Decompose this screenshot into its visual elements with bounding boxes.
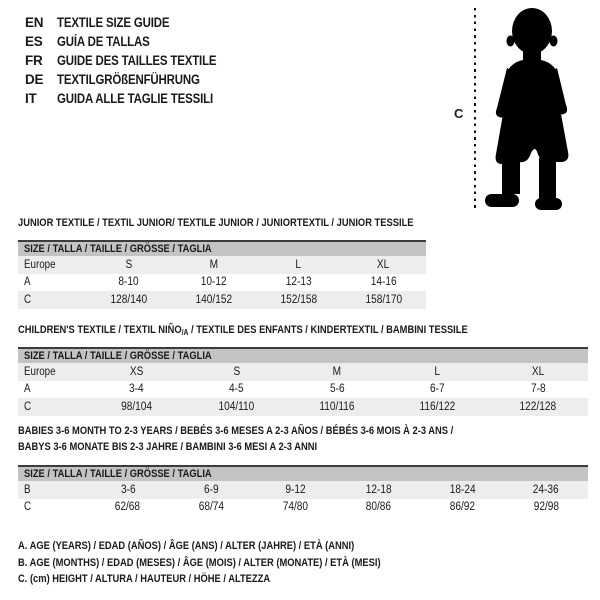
row-label: B bbox=[24, 483, 31, 496]
table-cell: 12-18 bbox=[365, 483, 392, 496]
junior-table-title: JUNIOR TEXTILE / TEXTIL JUNIOR/ TEXTILE JUNIOR / JUNIORTEXTIL / JUNIOR TESSILE bbox=[18, 217, 414, 229]
table-cell: 74/80 bbox=[282, 501, 308, 514]
size-header-label: SIZE / TALLA / TAILLE / GRÖSSE / TAGLIA bbox=[24, 468, 212, 480]
table-cell: 140/152 bbox=[195, 293, 232, 306]
language-label: GUÍA DE TALLAS bbox=[57, 34, 150, 49]
row-label: C bbox=[24, 400, 32, 413]
children-size-table bbox=[18, 347, 588, 416]
table-row-b bbox=[18, 481, 588, 499]
language-row bbox=[25, 89, 245, 108]
language-label: TEXTILE SIZE GUIDE bbox=[57, 15, 170, 30]
size-header-label: SIZE / TALLA / TAILLE / GRÖSSE / TAGLIA bbox=[24, 243, 212, 255]
language-row bbox=[25, 70, 245, 89]
row-label: Europe bbox=[24, 258, 56, 271]
table-row-a bbox=[18, 381, 588, 399]
dotted-measure-line bbox=[474, 8, 476, 211]
row-label: Europe bbox=[24, 365, 56, 378]
table-cell: 3-4 bbox=[128, 383, 144, 396]
size-header-label: SIZE / TALLA / TAILLE / GRÖSSE / TAGLIA bbox=[24, 350, 212, 362]
language-label: GUIDA ALLE TAGLIE TESSILI bbox=[57, 91, 213, 106]
table-row-c bbox=[18, 398, 588, 416]
table-row-a bbox=[18, 274, 426, 292]
size-header-row bbox=[18, 240, 426, 256]
language-code: FR bbox=[25, 53, 43, 68]
language-label: GUIDE DES TAILLES TEXTILE bbox=[57, 53, 217, 68]
row-label: A bbox=[24, 383, 31, 396]
table-cell: 9-12 bbox=[285, 483, 306, 496]
table-row-europe bbox=[18, 256, 426, 274]
table-cell: S bbox=[125, 258, 132, 271]
table-cell: 4-5 bbox=[229, 383, 244, 396]
row-label: C bbox=[24, 293, 32, 306]
babies-table-title: BABIES 3-6 MONTH TO 2-3 YEARS / BEBÉS 3-6 MESES A 2-3 AÑOS / BÉBÉS 3-6 MOIS À 2-3 ANS / BABYS 3-6 MONATE BIS 2-3 JAHRE / BAMBINI 3-6 MESI A 2-3 ANNI bbox=[18, 425, 454, 453]
language-code: DE bbox=[25, 72, 44, 87]
table-cell: 92/98 bbox=[533, 501, 559, 514]
table-cell: 86/92 bbox=[449, 501, 476, 514]
table-cell: M bbox=[332, 365, 342, 378]
table-row-c bbox=[18, 291, 426, 309]
table-cell: XL bbox=[377, 258, 390, 271]
babies-size-table bbox=[18, 465, 588, 516]
table-cell: 8-10 bbox=[118, 276, 139, 289]
table-row-c bbox=[18, 499, 588, 517]
language-row bbox=[25, 13, 245, 32]
table-cell: 152/158 bbox=[280, 293, 317, 306]
table-cell: 7-8 bbox=[530, 383, 546, 396]
table-cell: 6-7 bbox=[430, 383, 445, 396]
children-table-title: CHILDREN'S TEXTILE / TEXTIL NIÑO/A / TEXTILE DES ENFANTS / KINDERTEXTIL / BAMBINI TESSILE bbox=[18, 324, 468, 337]
table-cell: 3-6 bbox=[120, 483, 136, 496]
table-cell: M bbox=[209, 258, 218, 271]
toddler-silhouette-icon bbox=[482, 6, 574, 210]
table-row-europe bbox=[18, 363, 588, 381]
language-code: IT bbox=[25, 91, 37, 106]
table-cell: S bbox=[233, 365, 240, 378]
table-cell: 62/68 bbox=[115, 501, 141, 514]
table-cell: 68/74 bbox=[198, 501, 225, 514]
row-label: C bbox=[24, 501, 32, 514]
table-cell: 80/86 bbox=[366, 501, 392, 514]
table-cell: 128/140 bbox=[110, 293, 147, 306]
table-cell: 116/122 bbox=[419, 400, 456, 413]
language-label: TEXTILGRÖßENFÜHRUNG bbox=[57, 72, 200, 87]
table-cell: 98/104 bbox=[120, 400, 152, 413]
size-header-row bbox=[18, 347, 588, 363]
title-subscript: /A bbox=[181, 328, 189, 337]
table-cell: 5-6 bbox=[329, 383, 345, 396]
table-cell: L bbox=[434, 365, 441, 378]
table-cell: 122/128 bbox=[519, 400, 557, 413]
size-header-row bbox=[18, 465, 588, 481]
footnote-line-a: A. AGE (YEARS) / EDAD (AÑOS) / ÂGE (ANS) / ALTER (JAHRE) / ETÀ (ANNI) bbox=[18, 540, 355, 552]
language-row bbox=[25, 32, 245, 51]
footnote-line-b: B. AGE (MONTHS) / EDAD (MESES) / ÂGE (MOIS) / ALTER (MONATE) / ETÀ (MESI) bbox=[18, 556, 381, 569]
language-code: ES bbox=[25, 34, 43, 49]
table-cell: 12-13 bbox=[285, 276, 312, 289]
table-cell: 110/116 bbox=[319, 400, 355, 413]
table-cell: 24-36 bbox=[533, 483, 560, 496]
table-cell: 104/110 bbox=[218, 400, 255, 413]
table-cell: XS bbox=[129, 365, 143, 378]
row-label: A bbox=[24, 276, 31, 289]
table-cell: 6-9 bbox=[204, 483, 219, 496]
language-guide-list bbox=[25, 13, 245, 108]
footnotes bbox=[18, 538, 445, 588]
table-cell: XL bbox=[531, 365, 545, 378]
language-code: EN bbox=[25, 15, 44, 30]
measure-label-c: C bbox=[454, 106, 464, 121]
table-cell: L bbox=[295, 258, 302, 271]
junior-size-table bbox=[18, 240, 426, 309]
table-cell: 158/170 bbox=[365, 293, 402, 306]
footnote-line-c: C. (cm) HEIGHT / ALTURA / HAUTEUR / HÖHE / ALTEZZA bbox=[18, 573, 271, 585]
table-cell: 18-24 bbox=[449, 483, 476, 496]
table-cell: 10-12 bbox=[200, 276, 227, 289]
language-row bbox=[25, 51, 245, 70]
table-cell: 14-16 bbox=[370, 276, 397, 289]
